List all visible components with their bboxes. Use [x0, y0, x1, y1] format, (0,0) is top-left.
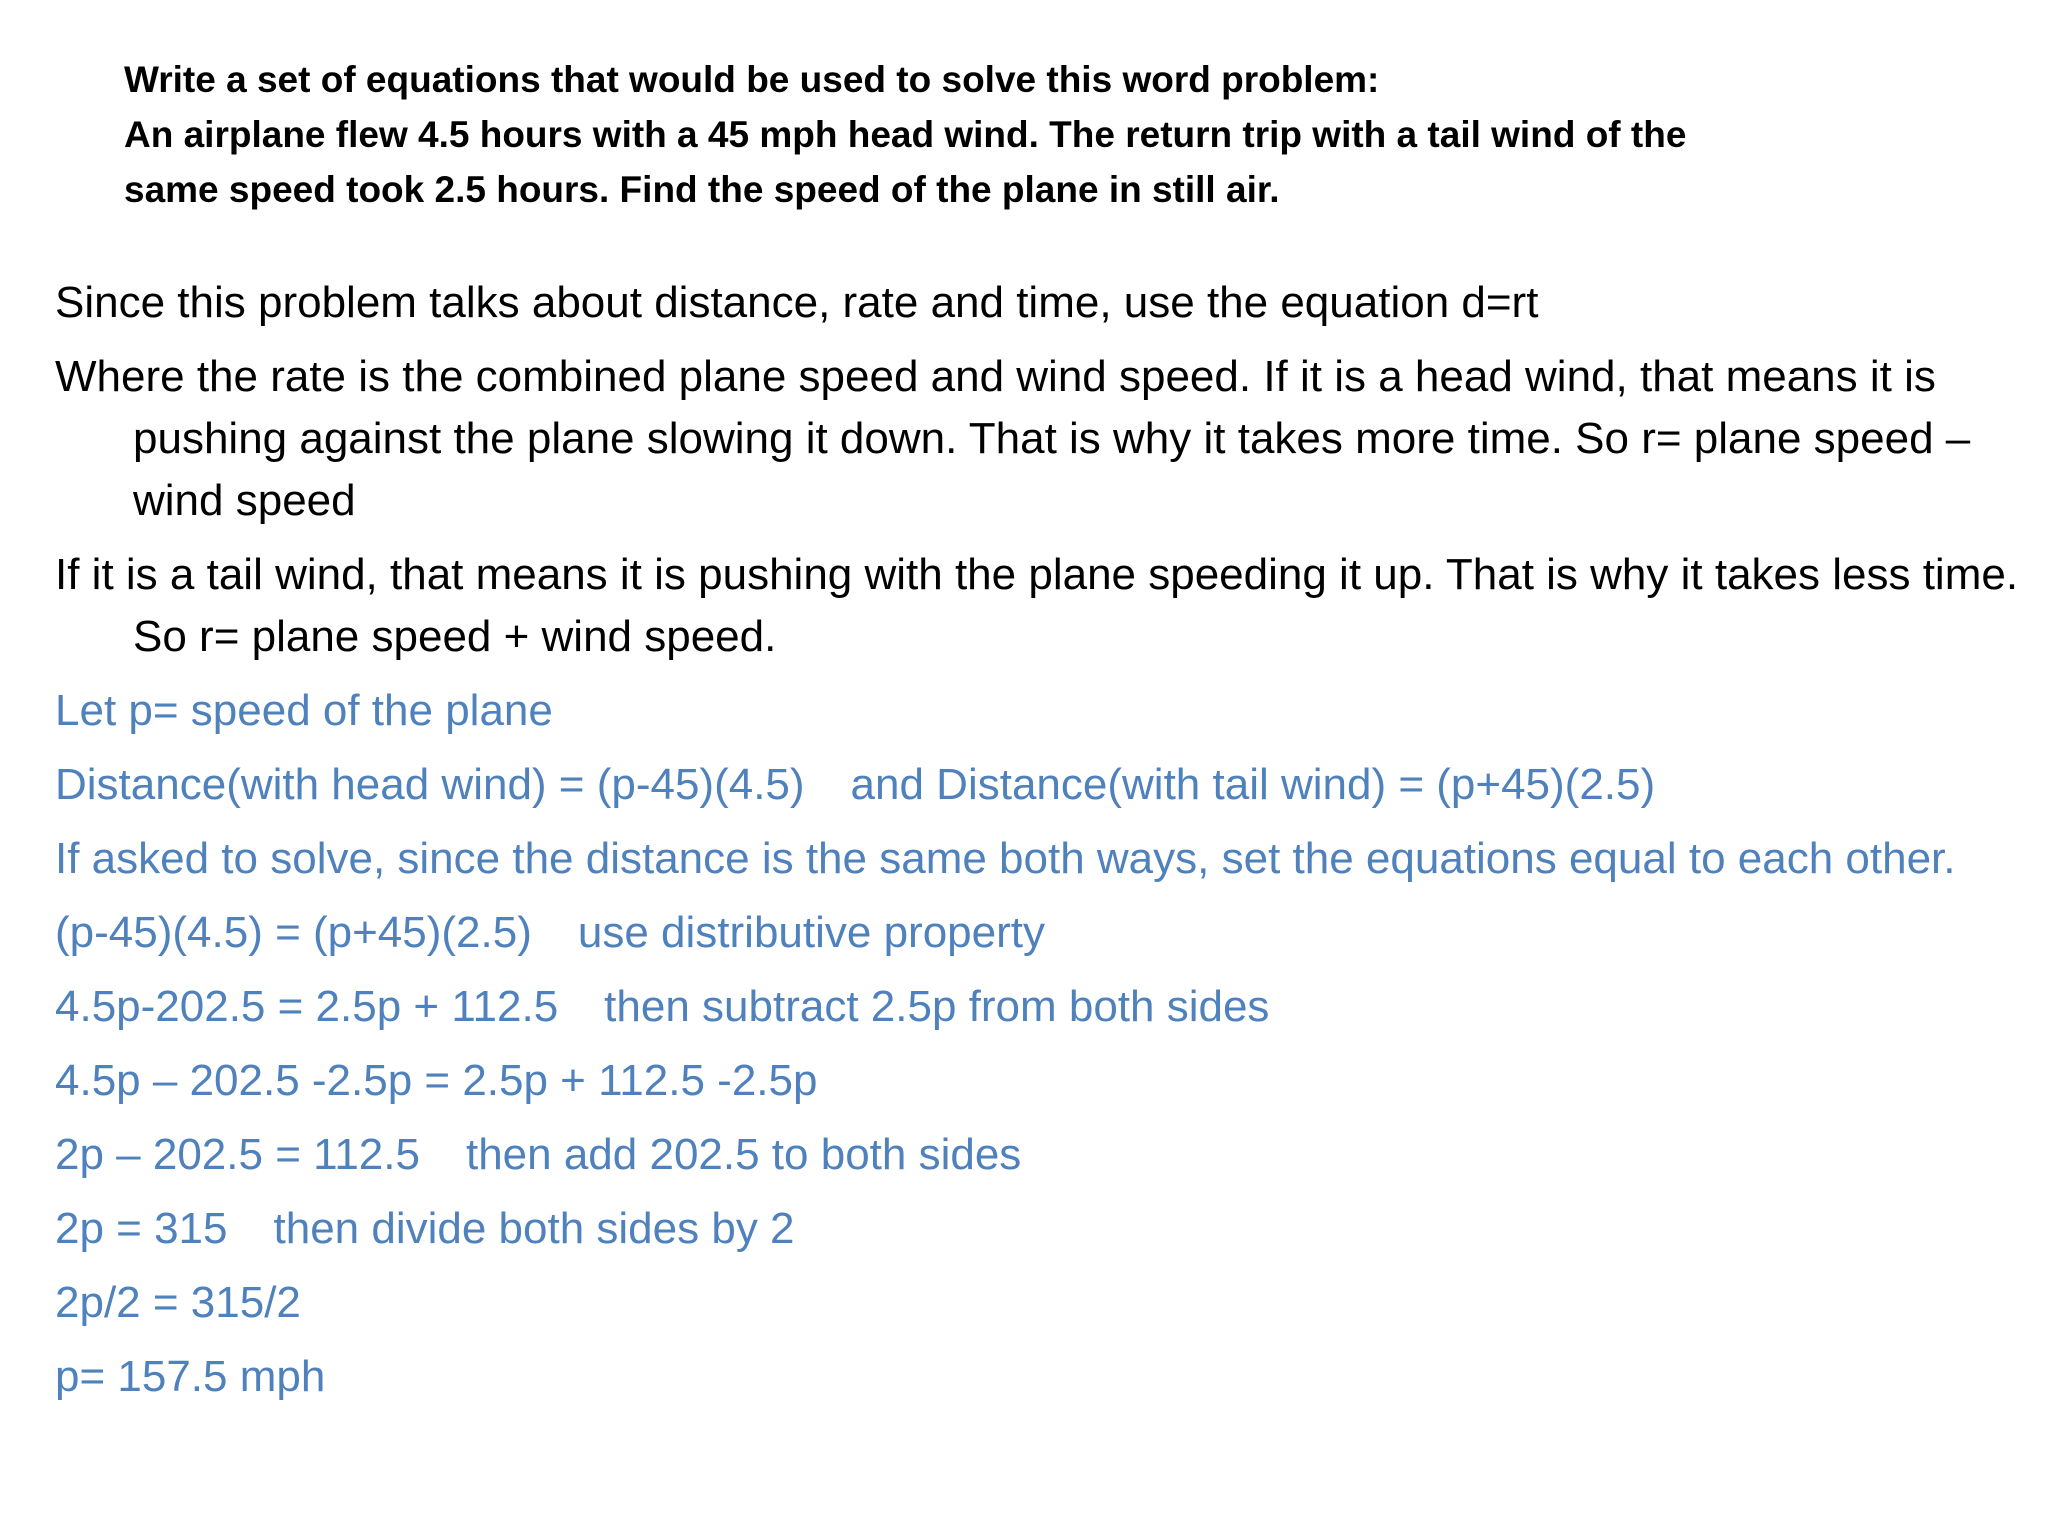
distance-head-wind: Distance(with head wind) = (p-45)(4.5) — [55, 760, 805, 809]
step-4 — [55, 1124, 2030, 1186]
step-note: use distributive property — [577, 908, 1045, 957]
step-equation: 2p = 315 — [55, 1204, 228, 1253]
explanation-headwind: Where the rate is the combined plane speed and wind speed. If it is a head wind, that means it is pushing against the plane slowing it down. That is why it takes more time. So r= plane speed – wind speed — [55, 352, 1971, 525]
problem-line-1: Write a set of equations that would be used to solve this word problem: — [124, 59, 1380, 100]
explanation-tailwind: If it is a tail wind, that means it is pushing with the plane speeding it up. That is why it takes less time. So r= plane speed + wind speed. — [55, 550, 2019, 661]
step-note: then add 202.5 to both sides — [465, 1130, 1022, 1179]
let-statement: Let p= speed of the plane — [55, 686, 553, 735]
step-6 — [55, 1272, 2030, 1334]
explanation-intro: Since this problem talks about distance, rate and time, use the equation d=rt — [55, 278, 1539, 327]
problem-line-2: An airplane flew 4.5 hours with a 45 mph head wind. The return trip with a tail wind of the — [124, 114, 1687, 155]
distance-equations — [55, 754, 2030, 816]
step-3 — [55, 1050, 2030, 1112]
distance-tail-wind: and Distance(with tail wind) = (p+45)(2.5) — [850, 760, 1656, 809]
problem-line-3: same speed took 2.5 hours. Find the speed of the plane in still air. — [124, 169, 1280, 210]
step-2 — [55, 976, 2030, 1038]
step-note: then subtract 2.5p from both sides — [604, 982, 1270, 1031]
step-equation: 4.5p – 202.5 -2.5p = 2.5p + 112.5 -2.5p — [55, 1056, 818, 1105]
step-1 — [55, 902, 2030, 964]
step-5 — [55, 1198, 2030, 1260]
if-asked-statement: If asked to solve, since the distance is the same both ways, set the equations equal to each other. — [55, 834, 1956, 883]
step-equation: 2p/2 = 315/2 — [55, 1278, 301, 1327]
step-equation: 2p – 202.5 = 112.5 — [55, 1130, 420, 1179]
solution-body — [55, 272, 2030, 1420]
step-equation: (p-45)(4.5) = (p+45)(2.5) — [55, 908, 532, 957]
problem-statement — [124, 52, 1984, 217]
step-equation: 4.5p-202.5 = 2.5p + 112.5 — [55, 982, 559, 1031]
step-7-answer — [55, 1346, 2030, 1408]
final-answer: p= 157.5 mph — [55, 1352, 326, 1401]
step-note: then divide both sides by 2 — [273, 1204, 795, 1253]
